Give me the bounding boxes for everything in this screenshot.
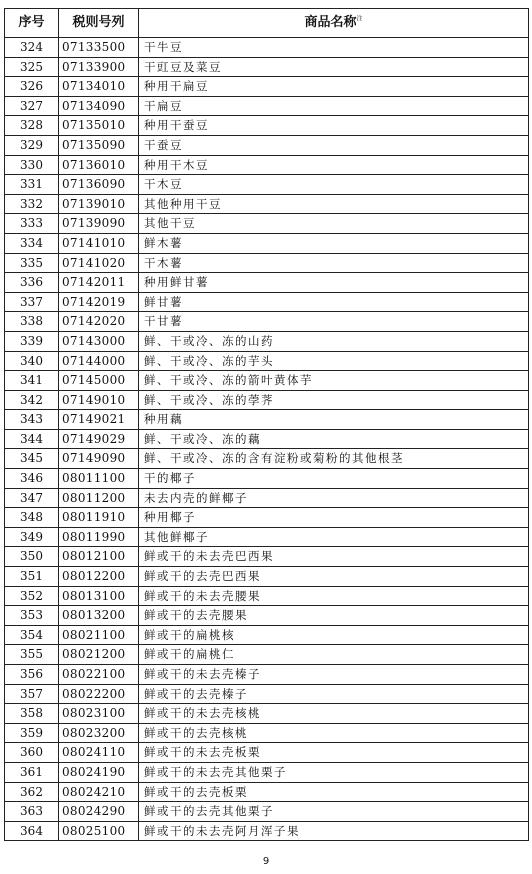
product-name-cell: 鲜或干的去壳核桃 <box>139 723 529 743</box>
product-name-cell: 干木薯 <box>139 253 529 273</box>
table-row <box>5 175 529 195</box>
header-name-label: 商品名称 <box>304 15 357 30</box>
table-body <box>5 38 529 841</box>
serial-cell: 363 <box>5 802 59 822</box>
serial-cell: 349 <box>5 527 59 547</box>
serial-cell: 337 <box>5 292 59 312</box>
tariff-code-cell: 07135010 <box>59 116 139 136</box>
product-name-cell: 鲜或干的未去壳榛子 <box>139 665 529 685</box>
serial-cell: 328 <box>5 116 59 136</box>
table-row <box>5 802 529 822</box>
serial-cell: 361 <box>5 762 59 782</box>
product-name-cell: 鲜、干或冷、冻的荸荠 <box>139 390 529 410</box>
serial-cell: 343 <box>5 410 59 430</box>
table-row <box>5 821 529 841</box>
tariff-code-cell: 08013100 <box>59 586 139 606</box>
product-name-cell: 鲜木薯 <box>139 233 529 253</box>
serial-cell: 346 <box>5 469 59 489</box>
serial-cell: 355 <box>5 645 59 665</box>
tariff-code-cell: 07149029 <box>59 429 139 449</box>
tariff-code-cell: 07136090 <box>59 175 139 195</box>
product-name-cell: 干扁豆 <box>139 96 529 116</box>
serial-cell: 347 <box>5 488 59 508</box>
tariff-code-cell: 07134090 <box>59 96 139 116</box>
tariff-code-cell: 08013200 <box>59 606 139 626</box>
serial-cell: 335 <box>5 253 59 273</box>
serial-cell: 340 <box>5 351 59 371</box>
table-row <box>5 371 529 391</box>
serial-cell: 327 <box>5 96 59 116</box>
table-row <box>5 233 529 253</box>
product-name-cell: 干木豆 <box>139 175 529 195</box>
product-name-cell: 干豇豆及菜豆 <box>139 57 529 77</box>
product-name-cell: 鲜或干的扁桃仁 <box>139 645 529 665</box>
tariff-code-cell: 07135090 <box>59 135 139 155</box>
tariff-code-cell: 07133500 <box>59 38 139 58</box>
product-name-cell: 种用椰子 <box>139 508 529 528</box>
table-row <box>5 508 529 528</box>
tariff-code-cell: 07142011 <box>59 273 139 293</box>
table-row <box>5 390 529 410</box>
product-name-cell: 其他鲜椰子 <box>139 527 529 547</box>
product-name-cell: 干牛豆 <box>139 38 529 58</box>
serial-cell: 326 <box>5 77 59 97</box>
table-row <box>5 625 529 645</box>
table-row <box>5 273 529 293</box>
tariff-code-cell: 07142020 <box>59 312 139 332</box>
header-code: 税则号列 <box>59 9 139 38</box>
table-row <box>5 762 529 782</box>
tariff-code-cell: 08025100 <box>59 821 139 841</box>
header-name <box>139 9 529 38</box>
table-row <box>5 331 529 351</box>
product-name-cell: 鲜或干的扁桃核 <box>139 625 529 645</box>
serial-cell: 339 <box>5 331 59 351</box>
tariff-code-cell: 08024190 <box>59 762 139 782</box>
serial-cell: 333 <box>5 214 59 234</box>
tariff-code-cell: 07141010 <box>59 233 139 253</box>
table-row <box>5 429 529 449</box>
product-name-cell: 鲜或干的未去壳核桃 <box>139 704 529 724</box>
tariff-code-cell: 07134010 <box>59 77 139 97</box>
table-row <box>5 782 529 802</box>
product-name-cell: 干的椰子 <box>139 469 529 489</box>
serial-cell: 344 <box>5 429 59 449</box>
product-name-cell: 鲜、干或冷、冻的芋头 <box>139 351 529 371</box>
table-row <box>5 645 529 665</box>
table-header <box>5 9 529 38</box>
table-row <box>5 547 529 567</box>
serial-cell: 331 <box>5 175 59 195</box>
product-name-cell: 鲜或干的未去壳巴西果 <box>139 547 529 567</box>
product-name-cell: 其他种用干豆 <box>139 194 529 214</box>
table-row <box>5 469 529 489</box>
serial-cell: 359 <box>5 723 59 743</box>
tariff-code-cell: 08023100 <box>59 704 139 724</box>
table-row <box>5 449 529 469</box>
table-row <box>5 194 529 214</box>
serial-cell: 348 <box>5 508 59 528</box>
tariff-code-cell: 08022100 <box>59 665 139 685</box>
table-row <box>5 723 529 743</box>
tariff-code-cell: 07139010 <box>59 194 139 214</box>
serial-cell: 364 <box>5 821 59 841</box>
tariff-code-cell: 08011910 <box>59 508 139 528</box>
tariff-code-cell: 07136010 <box>59 155 139 175</box>
serial-cell: 351 <box>5 567 59 587</box>
table-row <box>5 586 529 606</box>
serial-cell: 362 <box>5 782 59 802</box>
tariff-code-cell: 07149090 <box>59 449 139 469</box>
product-name-cell: 种用鲜甘薯 <box>139 273 529 293</box>
table-row <box>5 292 529 312</box>
tariff-code-cell: 08011990 <box>59 527 139 547</box>
product-name-cell: 鲜、干或冷、冻的山药 <box>139 331 529 351</box>
product-name-cell: 其他干豆 <box>139 214 529 234</box>
tariff-code-cell: 07149010 <box>59 390 139 410</box>
product-name-cell: 鲜或干的去壳板栗 <box>139 782 529 802</box>
serial-cell: 324 <box>5 38 59 58</box>
serial-cell: 338 <box>5 312 59 332</box>
tariff-code-cell: 07142019 <box>59 292 139 312</box>
product-name-cell: 鲜或干的未去壳板栗 <box>139 743 529 763</box>
product-name-cell: 干甘薯 <box>139 312 529 332</box>
table-row <box>5 351 529 371</box>
table-row <box>5 214 529 234</box>
tariff-code-cell: 08021200 <box>59 645 139 665</box>
tariff-code-cell: 08023200 <box>59 723 139 743</box>
serial-cell: 350 <box>5 547 59 567</box>
header-name-note: 注 <box>356 15 363 23</box>
product-name-cell: 鲜或干的去壳其他栗子 <box>139 802 529 822</box>
serial-cell: 325 <box>5 57 59 77</box>
tariff-code-cell: 07144000 <box>59 351 139 371</box>
table-row <box>5 527 529 547</box>
header-serial: 序号 <box>5 9 59 38</box>
table-row <box>5 665 529 685</box>
product-name-cell: 鲜或干的未去壳其他栗子 <box>139 762 529 782</box>
tariff-code-cell: 08021100 <box>59 625 139 645</box>
tariff-code-cell: 07145000 <box>59 371 139 391</box>
tariff-code-cell: 07141020 <box>59 253 139 273</box>
table-row <box>5 488 529 508</box>
table-row <box>5 38 529 58</box>
product-name-cell: 鲜或干的未去壳腰果 <box>139 586 529 606</box>
table-row <box>5 135 529 155</box>
product-name-cell: 鲜或干的去壳腰果 <box>139 606 529 626</box>
tariff-code-cell: 07133900 <box>59 57 139 77</box>
product-name-cell: 种用干蚕豆 <box>139 116 529 136</box>
table-row <box>5 704 529 724</box>
serial-cell: 336 <box>5 273 59 293</box>
serial-cell: 356 <box>5 665 59 685</box>
serial-cell: 341 <box>5 371 59 391</box>
serial-cell: 357 <box>5 684 59 704</box>
header-row <box>5 9 529 38</box>
tariff-code-cell: 08024290 <box>59 802 139 822</box>
tariff-code-cell: 08022200 <box>59 684 139 704</box>
table-row <box>5 57 529 77</box>
product-name-cell: 种用干扁豆 <box>139 77 529 97</box>
table-row <box>5 312 529 332</box>
tariff-code-cell: 07139090 <box>59 214 139 234</box>
table-row <box>5 77 529 97</box>
table-row <box>5 253 529 273</box>
table-row <box>5 684 529 704</box>
serial-cell: 352 <box>5 586 59 606</box>
tariff-code-cell: 07149021 <box>59 410 139 430</box>
product-name-cell: 鲜或干的未去壳阿月浑子果 <box>139 821 529 841</box>
serial-cell: 358 <box>5 704 59 724</box>
tariff-code-cell: 08011100 <box>59 469 139 489</box>
tariff-code-cell: 08024110 <box>59 743 139 763</box>
tariff-code-cell: 08012200 <box>59 567 139 587</box>
serial-cell: 342 <box>5 390 59 410</box>
table-row <box>5 567 529 587</box>
product-name-cell: 鲜或干的去壳榛子 <box>139 684 529 704</box>
product-name-cell: 鲜、干或冷、冻的箭叶黄体芋 <box>139 371 529 391</box>
product-name-cell: 种用藕 <box>139 410 529 430</box>
serial-cell: 360 <box>5 743 59 763</box>
table-row <box>5 96 529 116</box>
product-name-cell: 鲜、干或冷、冻的含有淀粉或菊粉的其他根茎 <box>139 449 529 469</box>
table-row <box>5 155 529 175</box>
tariff-code-cell: 07143000 <box>59 331 139 351</box>
product-name-cell: 鲜、干或冷、冻的藕 <box>139 429 529 449</box>
product-name-cell: 未去内壳的鲜椰子 <box>139 488 529 508</box>
tariff-table <box>4 8 529 841</box>
product-name-cell: 鲜甘薯 <box>139 292 529 312</box>
serial-cell: 332 <box>5 194 59 214</box>
tariff-code-cell: 08024210 <box>59 782 139 802</box>
serial-cell: 329 <box>5 135 59 155</box>
serial-cell: 353 <box>5 606 59 626</box>
serial-cell: 330 <box>5 155 59 175</box>
serial-cell: 345 <box>5 449 59 469</box>
tariff-code-cell: 08011200 <box>59 488 139 508</box>
tariff-code-cell: 08012100 <box>59 547 139 567</box>
table-row <box>5 606 529 626</box>
table-row <box>5 743 529 763</box>
product-name-cell: 干蚕豆 <box>139 135 529 155</box>
serial-cell: 354 <box>5 625 59 645</box>
product-name-cell: 鲜或干的去壳巴西果 <box>139 567 529 587</box>
page-number: 9 <box>262 856 270 867</box>
product-name-cell: 种用干木豆 <box>139 155 529 175</box>
table-row <box>5 410 529 430</box>
table-row <box>5 116 529 136</box>
serial-cell: 334 <box>5 233 59 253</box>
